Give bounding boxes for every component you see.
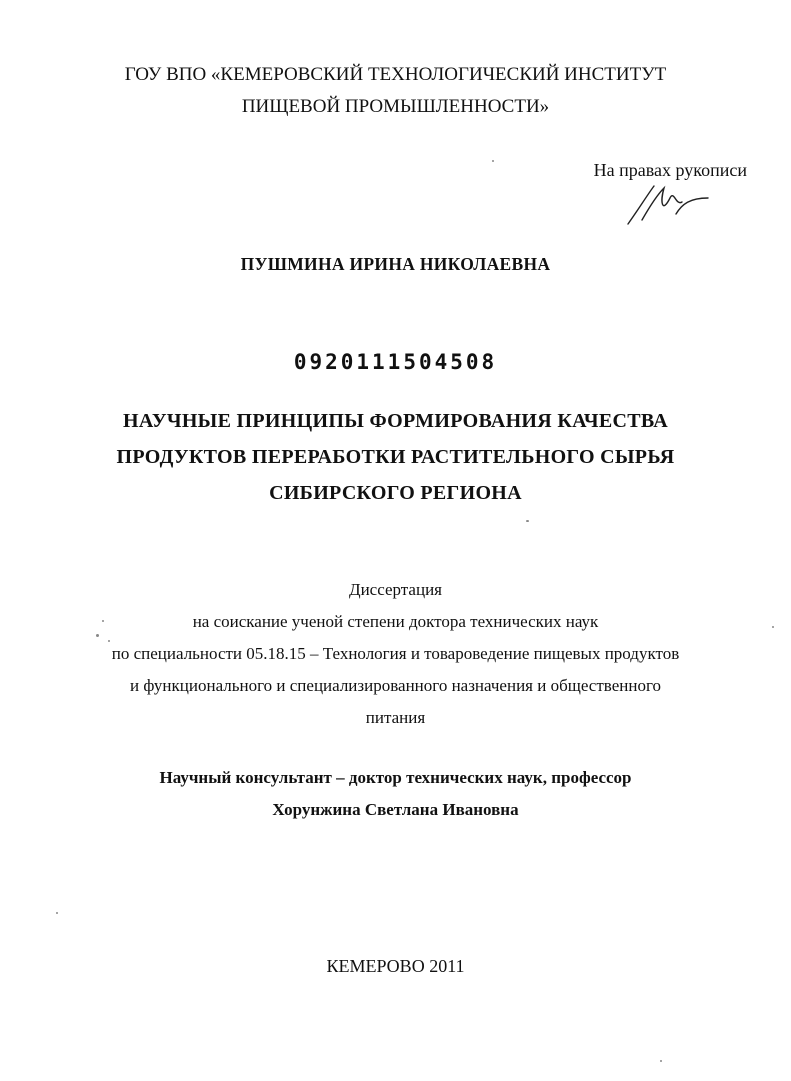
manuscript-note: На правах рукописи — [593, 160, 747, 180]
description-line-2: на соискание ученой степени доктора технических наук — [192, 612, 599, 631]
scan-speck — [772, 626, 774, 628]
institution-line-1: ГОУ ВПО «КЕМЕРОВСКИЙ ТЕХНОЛОГИЧЕСКИЙ ИНСТИТУТ — [124, 64, 667, 85]
institution-line-2: ПИЩЕВОЙ ПРОМЫШЛЕННОСТИ» — [241, 96, 550, 117]
title-line-2: ПРОДУКТОВ ПЕРЕРАБОТКИ РАСТИТЕЛЬНОГО СЫРЬЯ — [116, 446, 675, 468]
title-line-3: СИБИРСКОГО РЕГИОНА — [269, 482, 522, 504]
description-line-5: питания — [365, 708, 426, 727]
title-line-1: НАУЧНЫЕ ПРИНЦИПЫ ФОРМИРОВАНИЯ КАЧЕСТВА — [123, 410, 668, 432]
scan-speck — [492, 160, 494, 162]
description-line-4: и функционального и специализированного назначения и общественного — [129, 676, 661, 695]
consultant-line-1: Научный консультант – доктор технических наук, профессор — [159, 768, 632, 787]
registration-code: 0920111504508 — [293, 350, 498, 374]
scan-speck — [526, 520, 529, 522]
scan-speck — [96, 634, 99, 637]
scan-speck — [108, 640, 110, 642]
city-year: КЕМЕРОВО 2011 — [326, 956, 465, 976]
consultant-name: Хорунжина Светлана Ивановна — [272, 800, 519, 819]
description-line-3: по специальности 05.18.15 – Технология и товароведение пищевых продуктов — [111, 644, 680, 663]
description-line-1: Диссертация — [348, 580, 442, 599]
scan-speck — [660, 1060, 662, 1062]
signature-icon — [620, 180, 710, 228]
author-name: ПУШМИНА ИРИНА НИКОЛАЕВНА — [240, 254, 551, 274]
scan-speck — [102, 620, 104, 622]
scan-speck — [56, 912, 58, 914]
